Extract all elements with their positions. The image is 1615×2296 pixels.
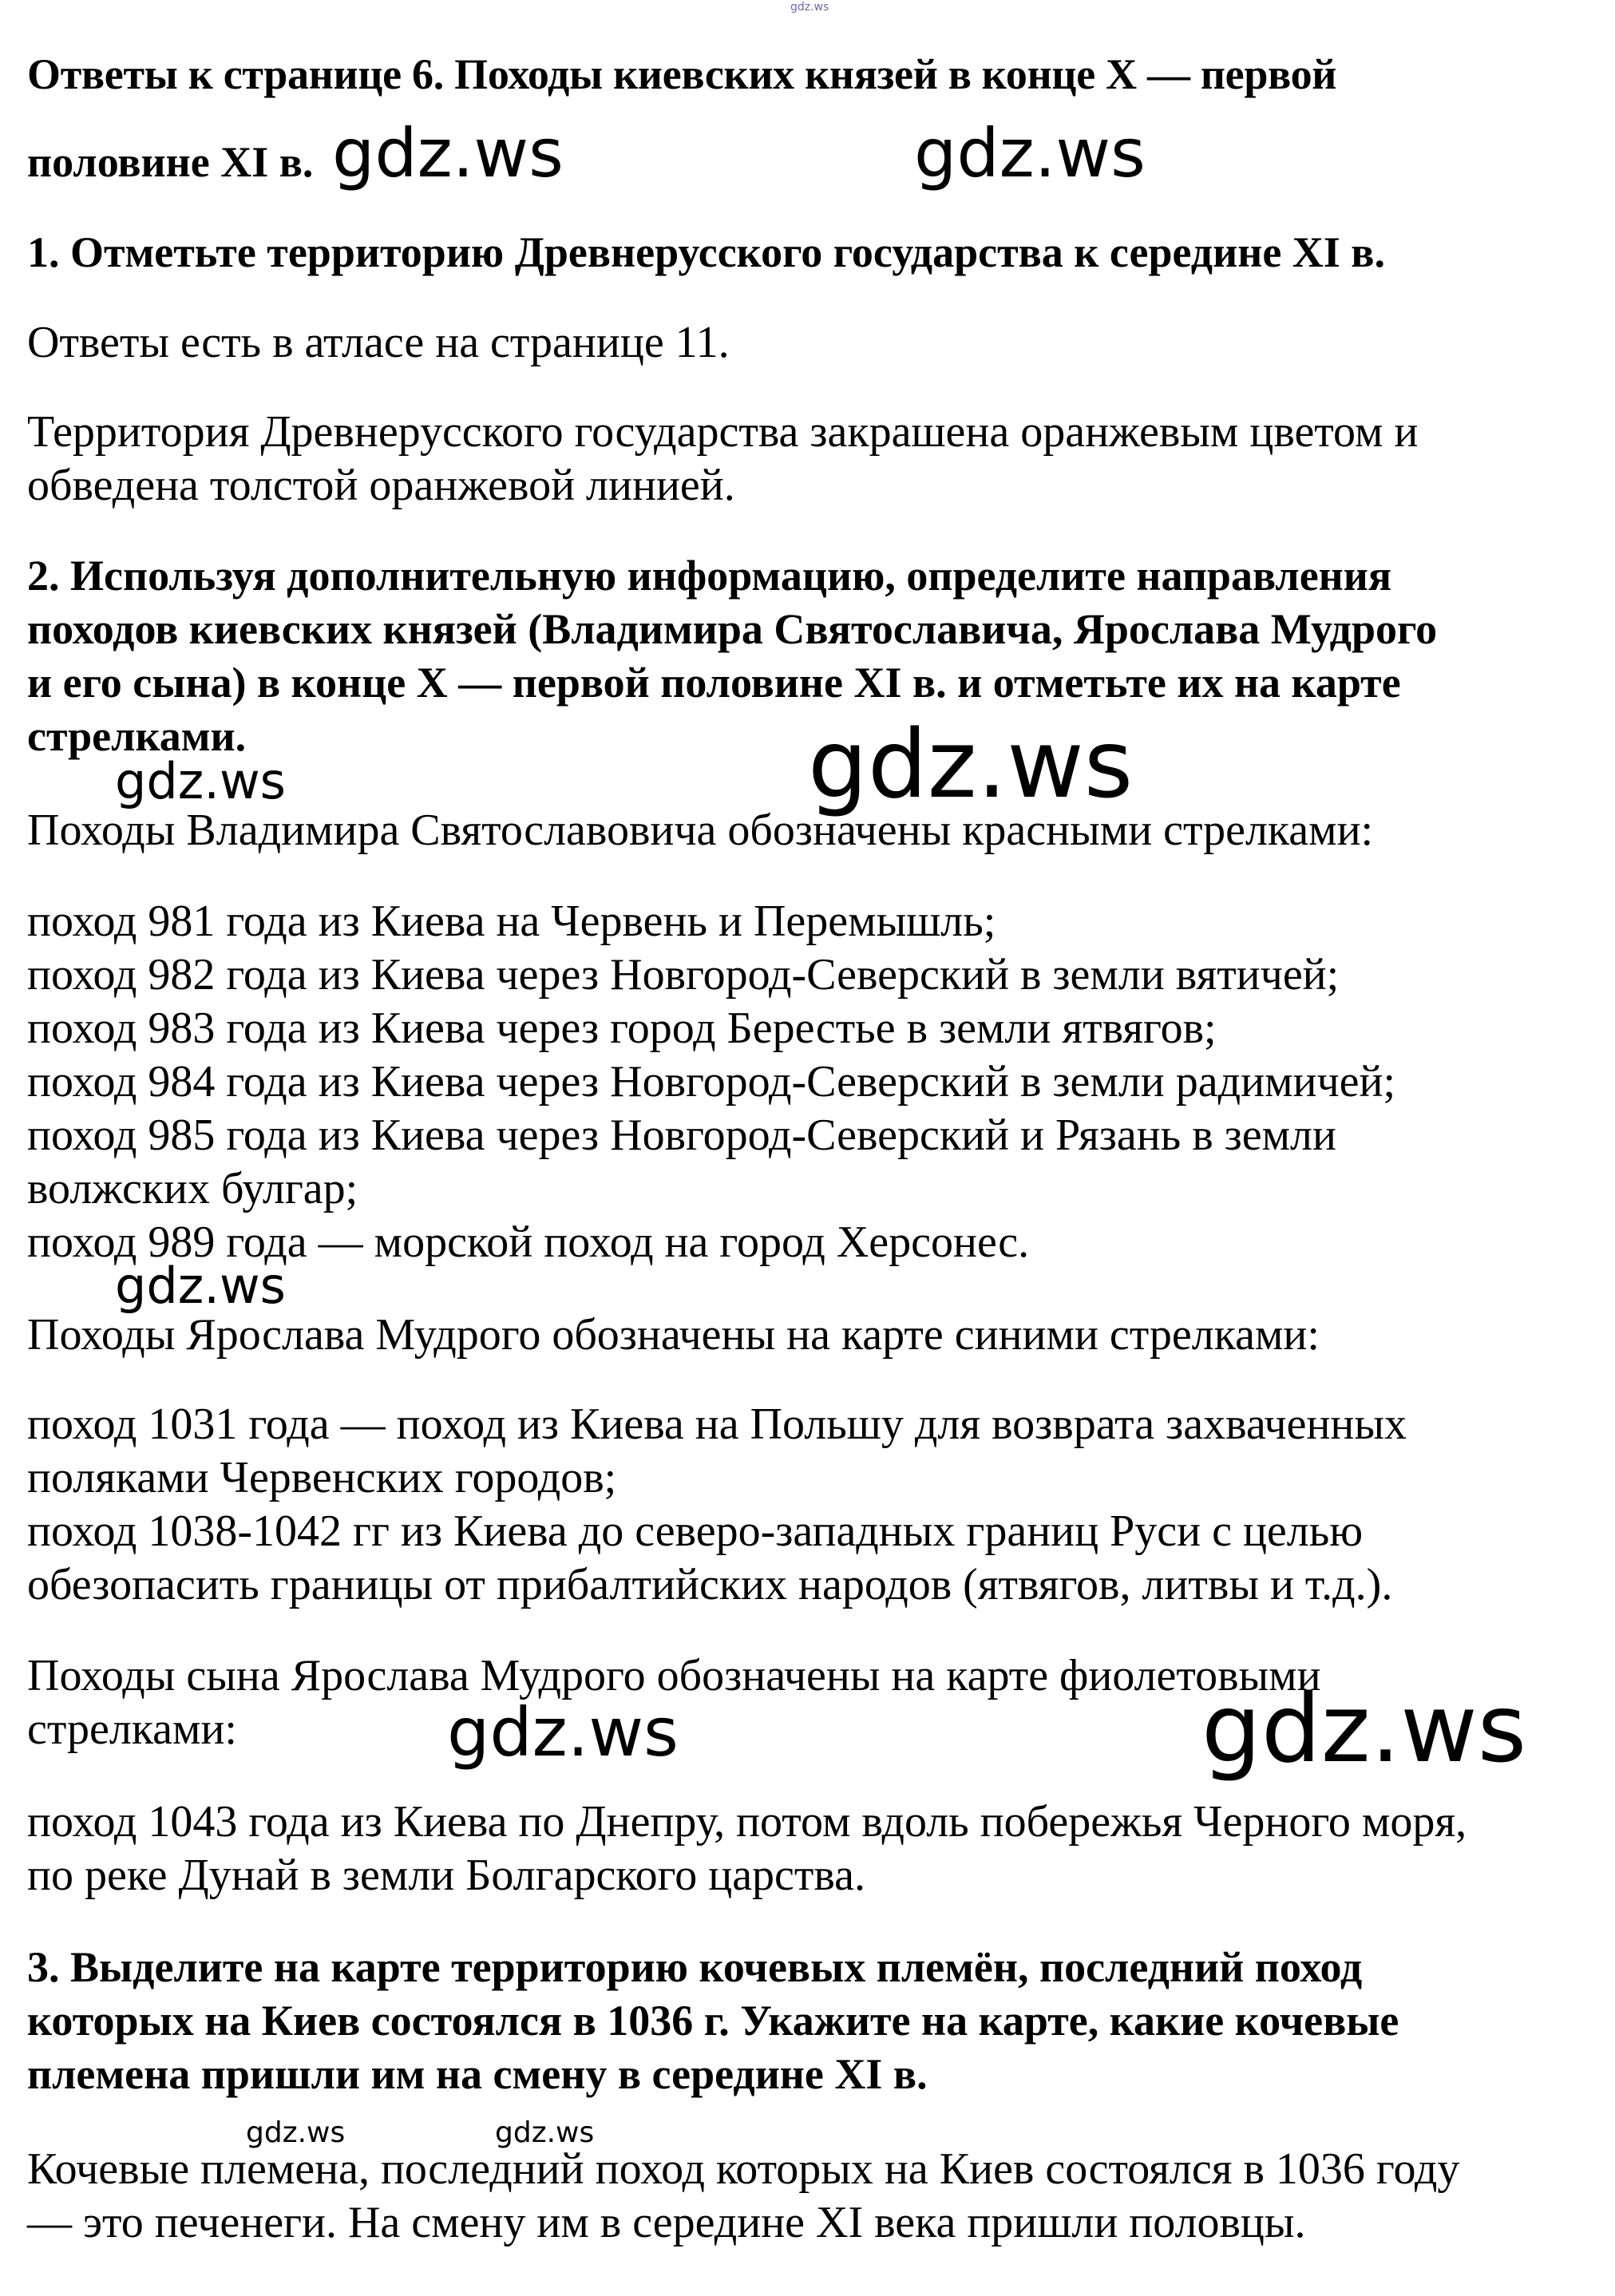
vladimir-campaign-6: поход 989 года — морской поход на город Херсонес. (27, 1217, 1030, 1267)
yaroslav-campaign-2: поход 1038-1042 гг из Киева до северо-западных границ Руси с целью (27, 1506, 1364, 1556)
watermark: gdz.ws (808, 709, 1134, 819)
vladimir-campaign-5: поход 985 года из Киева через Новгород-Северский и Рязань в земли (27, 1110, 1336, 1160)
yaroslav-campaign-1-cont: поляками Червенских городов; (27, 1453, 617, 1502)
yaroslav-campaign-2-cont: обезопасить границы от прибалтийских народов (ятвягов, литвы и т.д.). (27, 1560, 1393, 1609)
watermark: gdz.ws (447, 1693, 679, 1771)
vladimir-campaign-1: поход 981 года из Киева на Червень и Перемышль; (27, 897, 996, 946)
son-campaign-1: поход 1043 года из Киева по Днепру, потом вдоль побережья Черного моря, (27, 1797, 1467, 1847)
son-intro-line-1: Походы сына Ярослава Мудрого обозначены на карте фиолетовыми (27, 1651, 1321, 1700)
question-3-line-3: племена пришли им на смену в середине XI в. (27, 2050, 928, 2098)
watermark: gdz.ws (246, 2116, 346, 2149)
vladimir-campaign-2: поход 982 года из Киева через Новгород-Северский в земли вятичей; (27, 950, 1340, 1000)
watermark: gdz.ws (495, 2116, 595, 2149)
question-2-line-2: походов киевских князей (Владимира Святославича, Ярослава Мудрого (27, 605, 1438, 653)
son-intro-line-2: стрелками: (27, 1704, 237, 1754)
son-campaign-1-cont: по реке Дунай в земли Болгарского царства. (27, 1851, 865, 1900)
q1-answer-line-1: Ответы есть в атласе на странице 11. (27, 318, 730, 367)
vladimir-intro: Походы Владимира Святославовича обозначены красными стрелками: (27, 806, 1374, 855)
vladimir-campaign-3: поход 983 года из Киева через город Берестье в земли ятвягов; (27, 1004, 1217, 1053)
watermark: gdz.ws (115, 1257, 286, 1315)
q1-answer-line-3: обведена толстой оранжевой линией. (27, 461, 735, 510)
header-watermark: gdz.ws (790, 1, 829, 14)
q1-answer-line-2: Территория Древнерусского государства закрашена оранжевым цветом и (27, 407, 1419, 457)
page-title-line-1: Ответы к странице 6. Походы киевских князей в конце X — первой (27, 50, 1337, 98)
question-3-line-1: 3. Выделите на карте территорию кочевых племён, последний поход (27, 1943, 1363, 1991)
vladimir-campaign-4: поход 984 года из Киева через Новгород-Северский в земли радимичей; (27, 1057, 1396, 1106)
q3-answer-line-2: — это печенеги. На смену им в середине XI века пришли половцы. (27, 2198, 1306, 2247)
vladimir-campaign-5-cont: волжских булгар; (27, 1164, 358, 1213)
q3-answer-line-1: Кочевые племена, последний поход которых на Киев состоялся в 1036 году (27, 2144, 1460, 2194)
yaroslav-intro: Походы Ярослава Мудрого обозначены на карте синими стрелками: (27, 1310, 1320, 1360)
question-2-line-1: 2. Используя дополнительную информацию, определите направления (27, 552, 1392, 600)
question-3-line-2: которых на Киев состоялся в 1036 г. Укажите на карте, какие кочевые (27, 1997, 1399, 2045)
question-2-line-4: стрелками. (27, 712, 247, 760)
watermark: gdz.ws (332, 114, 564, 192)
watermark: gdz.ws (914, 114, 1146, 192)
question-1: 1. Отметьте территорию Древнерусского государства к середине XI в. (27, 228, 1385, 276)
question-2-line-3: и его сына) в конце X — первой половине XI в. и отметьте их на карте (27, 659, 1401, 707)
watermark: gdz.ws (1201, 1673, 1527, 1783)
page-title-line-2: половине XI в. (27, 138, 314, 186)
watermark: gdz.ws (115, 752, 286, 810)
yaroslav-campaign-1: поход 1031 года — поход из Киева на Польшу для возврата захваченных (27, 1399, 1407, 1449)
